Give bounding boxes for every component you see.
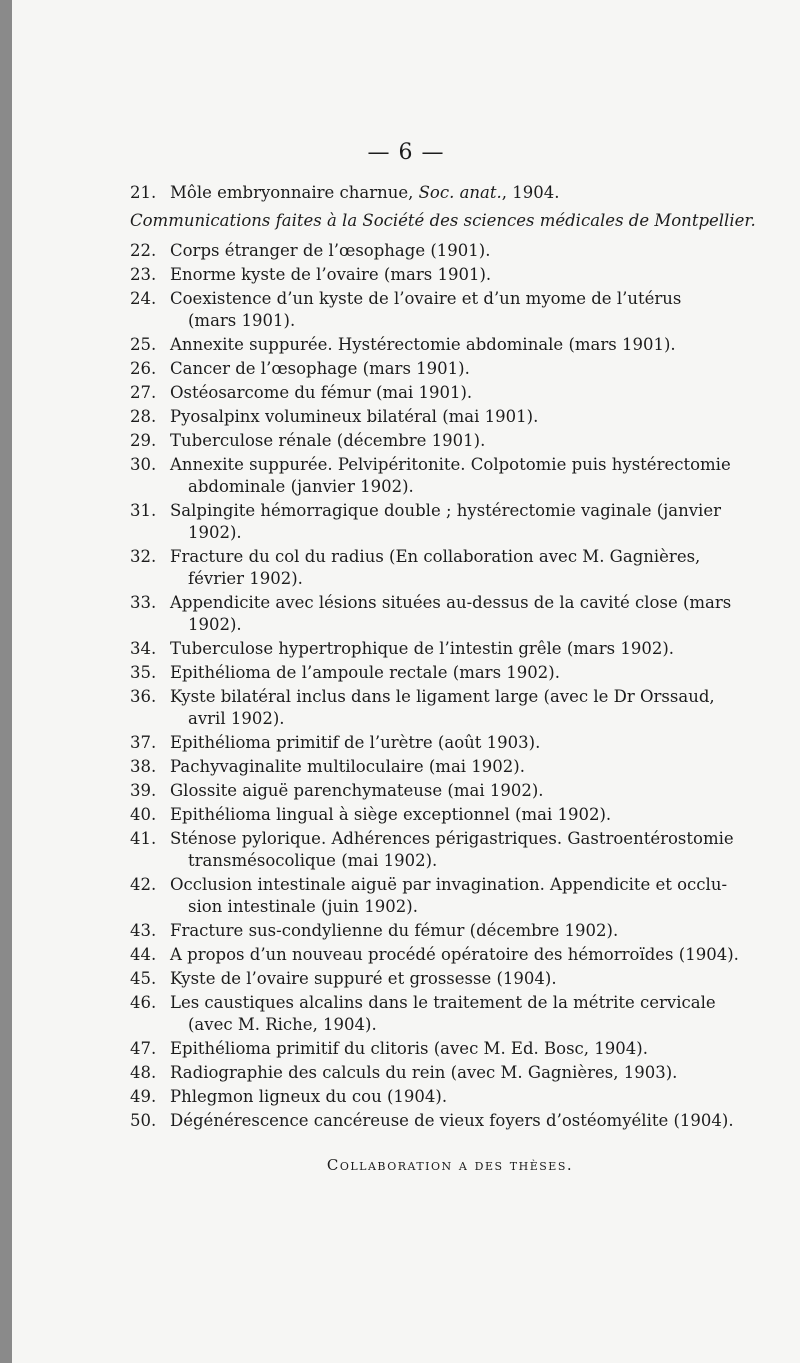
list-item	[130, 454, 770, 498]
list-item	[130, 1110, 770, 1132]
entry-text: Epithélioma lingual à siège exceptionnel (mai 1902).	[170, 805, 612, 824]
list-item	[130, 1062, 770, 1084]
entry-text: Pachyvaginalite multiloculaire (mai 1902).	[170, 757, 525, 776]
entry-number: 27.	[130, 383, 157, 402]
list-item	[130, 240, 770, 262]
entry-text: Occlusion intestinale aiguë par invagination. Appendicite et occlu-	[170, 875, 728, 894]
list-item	[130, 662, 770, 684]
entry-text-continued: 1902).	[188, 523, 242, 542]
entry-text-continued: transmésocolique (mai 1902).	[188, 851, 438, 870]
entry-number: 36.	[130, 687, 157, 706]
entry-text: A propos d’un nouveau procédé opératoire des hémorroïdes (1904).	[170, 945, 739, 964]
entry-text: Dégénérescence cancéreuse de vieux foyers d’ostéomyélite (1904).	[170, 1111, 734, 1130]
entry-text: Cancer de l’œsophage (mars 1901).	[170, 359, 470, 378]
entry-text: Fracture sus-condylienne du fémur (décembre 1902).	[170, 921, 619, 940]
entry-text: Enorme kyste de l’ovaire (mars 1901).	[170, 265, 492, 284]
entry-text: Môle embryonnaire charnue,	[170, 183, 419, 202]
entry-number: 48.	[130, 1063, 157, 1082]
entry-number: 22.	[130, 241, 157, 260]
section-title-next: Collaboration a des thèses.	[326, 1156, 574, 1174]
entry-number: 50.	[130, 1111, 157, 1130]
list-item	[130, 686, 770, 730]
list-item	[130, 920, 770, 942]
entry-text: Ostéosarcome du fémur (mai 1901).	[170, 383, 473, 402]
list-item	[130, 288, 770, 332]
entries-list	[130, 240, 770, 1132]
list-item	[130, 944, 770, 966]
journal-name: Soc. anat.	[418, 183, 502, 202]
list-item	[130, 592, 770, 636]
entry-text: Annexite suppurée. Pelvipéritonite. Colpotomie puis hystérectomie	[170, 455, 731, 474]
entry-text: Epithélioma de l’ampoule rectale (mars 1902).	[170, 663, 560, 682]
entry-text: Epithélioma primitif du clitoris (avec M. Ed. Bosc, 1904).	[170, 1039, 648, 1058]
entry-number: 40.	[130, 805, 157, 824]
entry-number: 34.	[130, 639, 157, 658]
entry-number: 23.	[130, 265, 157, 284]
entry-number: 46.	[130, 993, 157, 1012]
entry-number: 30.	[130, 455, 157, 474]
list-item	[130, 264, 770, 286]
entry-number: 24.	[130, 289, 157, 308]
entry-text-continued: sion intestinale (juin 1902).	[188, 897, 418, 916]
entry-number: 49.	[130, 1087, 157, 1106]
entry-number: 47.	[130, 1039, 157, 1058]
list-item	[130, 1038, 770, 1060]
scan-left-border	[0, 0, 12, 1363]
entry-text: Appendicite avec lésions situées au-dessus de la cavité close (mars	[170, 593, 732, 612]
entry-number: 39.	[130, 781, 157, 800]
entry-text: Kyste de l’ovaire suppuré et grossesse (1904).	[170, 969, 557, 988]
entry-text: Glossite aiguë parenchymateuse (mai 1902).	[170, 781, 544, 800]
entry-text-continued: 1902).	[188, 615, 242, 634]
entry-text-continued: avril 1902).	[188, 709, 285, 728]
list-item	[130, 756, 770, 778]
list-item	[130, 430, 770, 452]
entry-text: Fracture du col du radius (En collaboration avec M. Gagnières,	[170, 547, 701, 566]
entry-number: 32.	[130, 547, 157, 566]
entry-number: 21.	[130, 183, 157, 202]
entry-number: 26.	[130, 359, 157, 378]
entry-text: Sténose pylorique. Adhérences périgastriques. Gastroentérostomie	[170, 829, 734, 848]
list-item	[130, 500, 770, 544]
list-item	[130, 828, 770, 872]
list-item	[130, 992, 770, 1036]
entry-text: Les caustiques alcalins dans le traitement de la métrite cervicale	[170, 993, 716, 1012]
list-item	[130, 334, 770, 356]
entry-text-continued: février 1902).	[188, 569, 303, 588]
entry-number: 28.	[130, 407, 157, 426]
list-item	[130, 804, 770, 826]
list-item	[130, 968, 770, 990]
entry-number: 38.	[130, 757, 157, 776]
entry-text: Radiographie des calculs du rein (avec M. Gagnières, 1903).	[170, 1063, 678, 1082]
entry-number: 33.	[130, 593, 157, 612]
entry-text: Tuberculose hypertrophique de l’intestin grêle (mars 1902).	[170, 639, 675, 658]
entry-text: Pyosalpinx volumineux bilatéral (mai 1901).	[170, 407, 539, 426]
entry-text-continued: (mars 1901).	[188, 311, 296, 330]
entry-number: 43.	[130, 921, 157, 940]
entry-number: 35.	[130, 663, 157, 682]
entry-text: Annexite suppurée. Hystérectomie abdominale (mars 1901).	[170, 335, 676, 354]
entry-text: Corps étranger de l’œsophage (1901).	[170, 241, 491, 260]
list-item	[130, 182, 770, 204]
list-item	[130, 546, 770, 590]
entry-text-continued: abdominale (janvier 1902).	[188, 477, 414, 496]
entry-number: 42.	[130, 875, 157, 894]
entry-text: Coexistence d’un kyste de l’ovaire et d’un myome de l’utérus	[170, 289, 682, 308]
entry-text: Phlegmon ligneux du cou (1904).	[170, 1087, 448, 1106]
list-item	[130, 382, 770, 404]
list-item	[130, 874, 770, 918]
entry-text: Kyste bilatéral inclus dans le ligament large (avec le Dr Orssaud,	[170, 687, 715, 706]
entry-text-end: , 1904.	[501, 183, 560, 202]
list-item	[130, 780, 770, 802]
publication-list	[130, 182, 770, 1176]
page-number: — 6 —	[367, 140, 445, 165]
entry-number: 25.	[130, 335, 157, 354]
entry-number: 45.	[130, 969, 157, 988]
list-item	[130, 638, 770, 660]
entry-text: Tuberculose rénale (décembre 1901).	[170, 431, 486, 450]
entry-number: 41.	[130, 829, 157, 848]
list-item	[130, 406, 770, 428]
entry-number: 44.	[130, 945, 157, 964]
entry-text-continued: (avec M. Riche, 1904).	[188, 1015, 377, 1034]
entry-number: 37.	[130, 733, 157, 752]
entry-text: Epithélioma primitif de l’urètre (août 1903).	[170, 733, 541, 752]
entry-text: Salpingite hémorragique double ; hystérectomie vaginale (janvier	[170, 501, 721, 520]
document-page	[12, 0, 800, 1363]
list-item	[130, 1086, 770, 1108]
entry-number: 29.	[130, 431, 157, 450]
list-item	[130, 358, 770, 380]
section-subheading: Communications faites à la Société des sciences médicales de Montpellier.	[130, 211, 756, 230]
list-item	[130, 732, 770, 754]
entry-number: 31.	[130, 501, 157, 520]
